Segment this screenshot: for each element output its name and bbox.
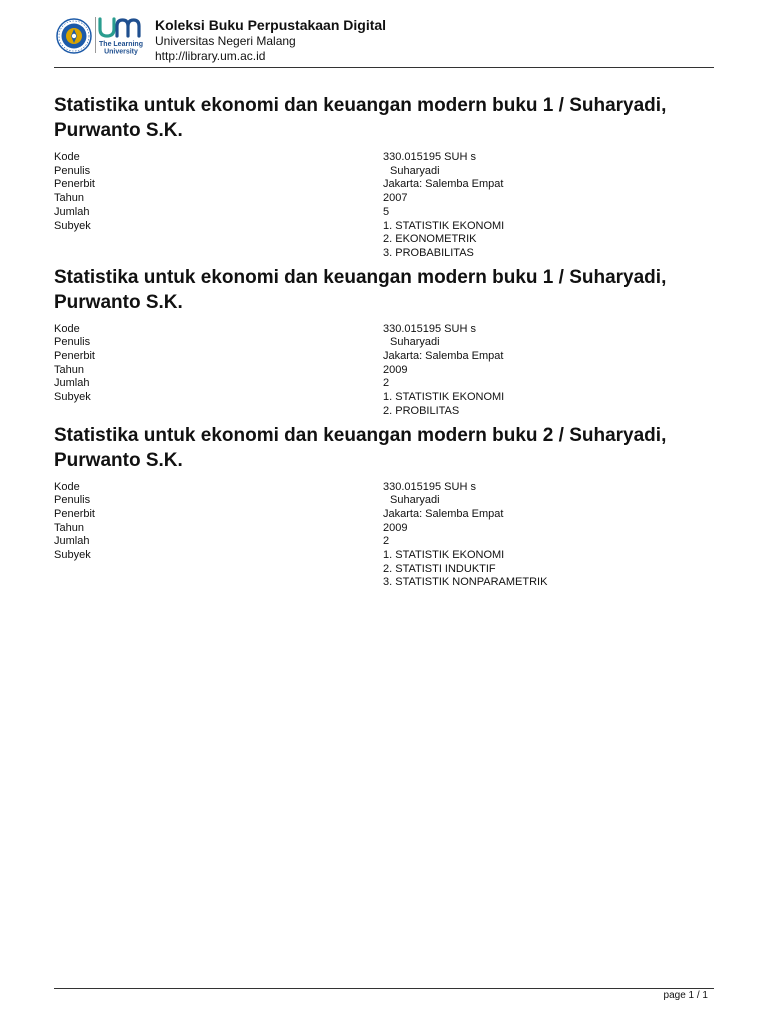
- subject-item: 1. STATISTIK EKONOMI: [383, 219, 505, 232]
- field-penulis: [54, 494, 714, 508]
- field-value: 5: [383, 205, 390, 218]
- field-value-list: [383, 391, 714, 418]
- logo-tagline-1: The Learning: [99, 41, 143, 48]
- field-value-list: [383, 549, 714, 590]
- field-value: Jakarta: Salemba Empat: [383, 350, 504, 363]
- logo-tagline-2: University: [104, 48, 138, 55]
- book-entry: [54, 265, 714, 419]
- field-value: 2009: [383, 363, 408, 376]
- subject-item: 2. EKONOMETRIK: [383, 233, 477, 246]
- field-label: Penerbit: [54, 507, 95, 520]
- field-penulis: [54, 336, 714, 350]
- field-penerbit: [54, 350, 714, 364]
- book-title: Statistika untuk ekonomi dan keuangan modern buku 1 / Suharyadi, Purwanto S.K.: [54, 266, 667, 313]
- field-penerbit: [54, 178, 714, 192]
- field-value: 330.015195 SUH s: [383, 480, 476, 493]
- book-entry: [54, 93, 714, 261]
- subject-item: 1. STATISTIK EKONOMI: [383, 391, 505, 404]
- subject-item: 2. STATISTI INDUKTIF: [383, 562, 496, 575]
- field-tahun: [54, 522, 714, 536]
- field-label: Penulis: [54, 494, 91, 507]
- footer-divider: [54, 988, 714, 989]
- field-value: 2009: [383, 521, 408, 534]
- field-label: Tahun: [54, 521, 84, 534]
- header: [54, 12, 714, 68]
- field-subyek: [54, 391, 714, 418]
- field-label: Penerbit: [54, 178, 95, 191]
- field-tahun: [54, 192, 714, 206]
- book-title: Statistika untuk ekonomi dan keuangan modern buku 1 / Suharyadi, Purwanto S.K.: [54, 95, 667, 141]
- document-page: [54, 0, 714, 1024]
- book-title: Statistika untuk ekonomi dan keuangan modern buku 2 / Suharyadi, Purwanto S.K.: [54, 424, 667, 471]
- field-value: Suharyadi: [390, 164, 440, 177]
- field-label: Penerbit: [54, 350, 95, 363]
- field-label: Kode: [54, 480, 80, 493]
- book-list: [54, 93, 714, 594]
- subject-item: 2. PROBILITAS: [383, 404, 460, 417]
- field-value: 2: [383, 377, 390, 390]
- field-label: Jumlah: [54, 205, 90, 218]
- field-tahun: [54, 364, 714, 378]
- field-jumlah: [54, 206, 714, 220]
- page-number: page 1 / 1: [663, 990, 708, 1001]
- field-subyek: [54, 549, 714, 590]
- field-label: Jumlah: [54, 377, 90, 390]
- subject-item: 1. STATISTIK EKONOMI: [383, 549, 505, 562]
- field-value: Suharyadi: [390, 494, 440, 507]
- field-kode: [54, 151, 714, 165]
- header-divider: [54, 67, 714, 68]
- header-url[interactable]: http://library.um.ac.id: [155, 49, 266, 63]
- field-subyek: [54, 220, 714, 261]
- field-label: Kode: [54, 151, 80, 163]
- header-text: [155, 16, 386, 64]
- field-penulis: [54, 165, 714, 179]
- book-entry: [54, 423, 714, 591]
- header-university: Universitas Negeri Malang: [155, 34, 296, 48]
- field-kode: [54, 323, 714, 337]
- field-value-list: [383, 220, 714, 261]
- field-value: Jakarta: Salemba Empat: [383, 507, 504, 520]
- field-value: 2: [383, 535, 390, 548]
- subject-item: 3. STATISTIK NONPARAMETRIK: [383, 576, 548, 589]
- field-value: 330.015195 SUH s: [383, 151, 476, 163]
- field-label: Kode: [54, 322, 80, 335]
- um-logo-icon: [95, 15, 147, 55]
- field-kode: [54, 481, 714, 495]
- field-value: Suharyadi: [390, 336, 440, 349]
- header-title: Koleksi Buku Perpustakaan Digital: [155, 17, 387, 33]
- field-jumlah: [54, 535, 714, 549]
- field-label: Subyek: [54, 219, 91, 232]
- field-penerbit: [54, 508, 714, 522]
- field-label: Penulis: [54, 164, 91, 177]
- university-seal-icon: [56, 18, 92, 54]
- field-value: 330.015195 SUH s: [383, 322, 476, 335]
- field-value: 2007: [383, 192, 408, 205]
- field-label: Jumlah: [54, 535, 90, 548]
- field-label: Subyek: [54, 549, 91, 562]
- field-label: Tahun: [54, 192, 84, 205]
- field-label: Penulis: [54, 336, 91, 349]
- field-label: Subyek: [54, 391, 91, 404]
- field-label: Tahun: [54, 363, 84, 376]
- field-value: Jakarta: Salemba Empat: [383, 178, 504, 191]
- subject-item: 3. PROBABILITAS: [383, 246, 474, 259]
- field-jumlah: [54, 377, 714, 391]
